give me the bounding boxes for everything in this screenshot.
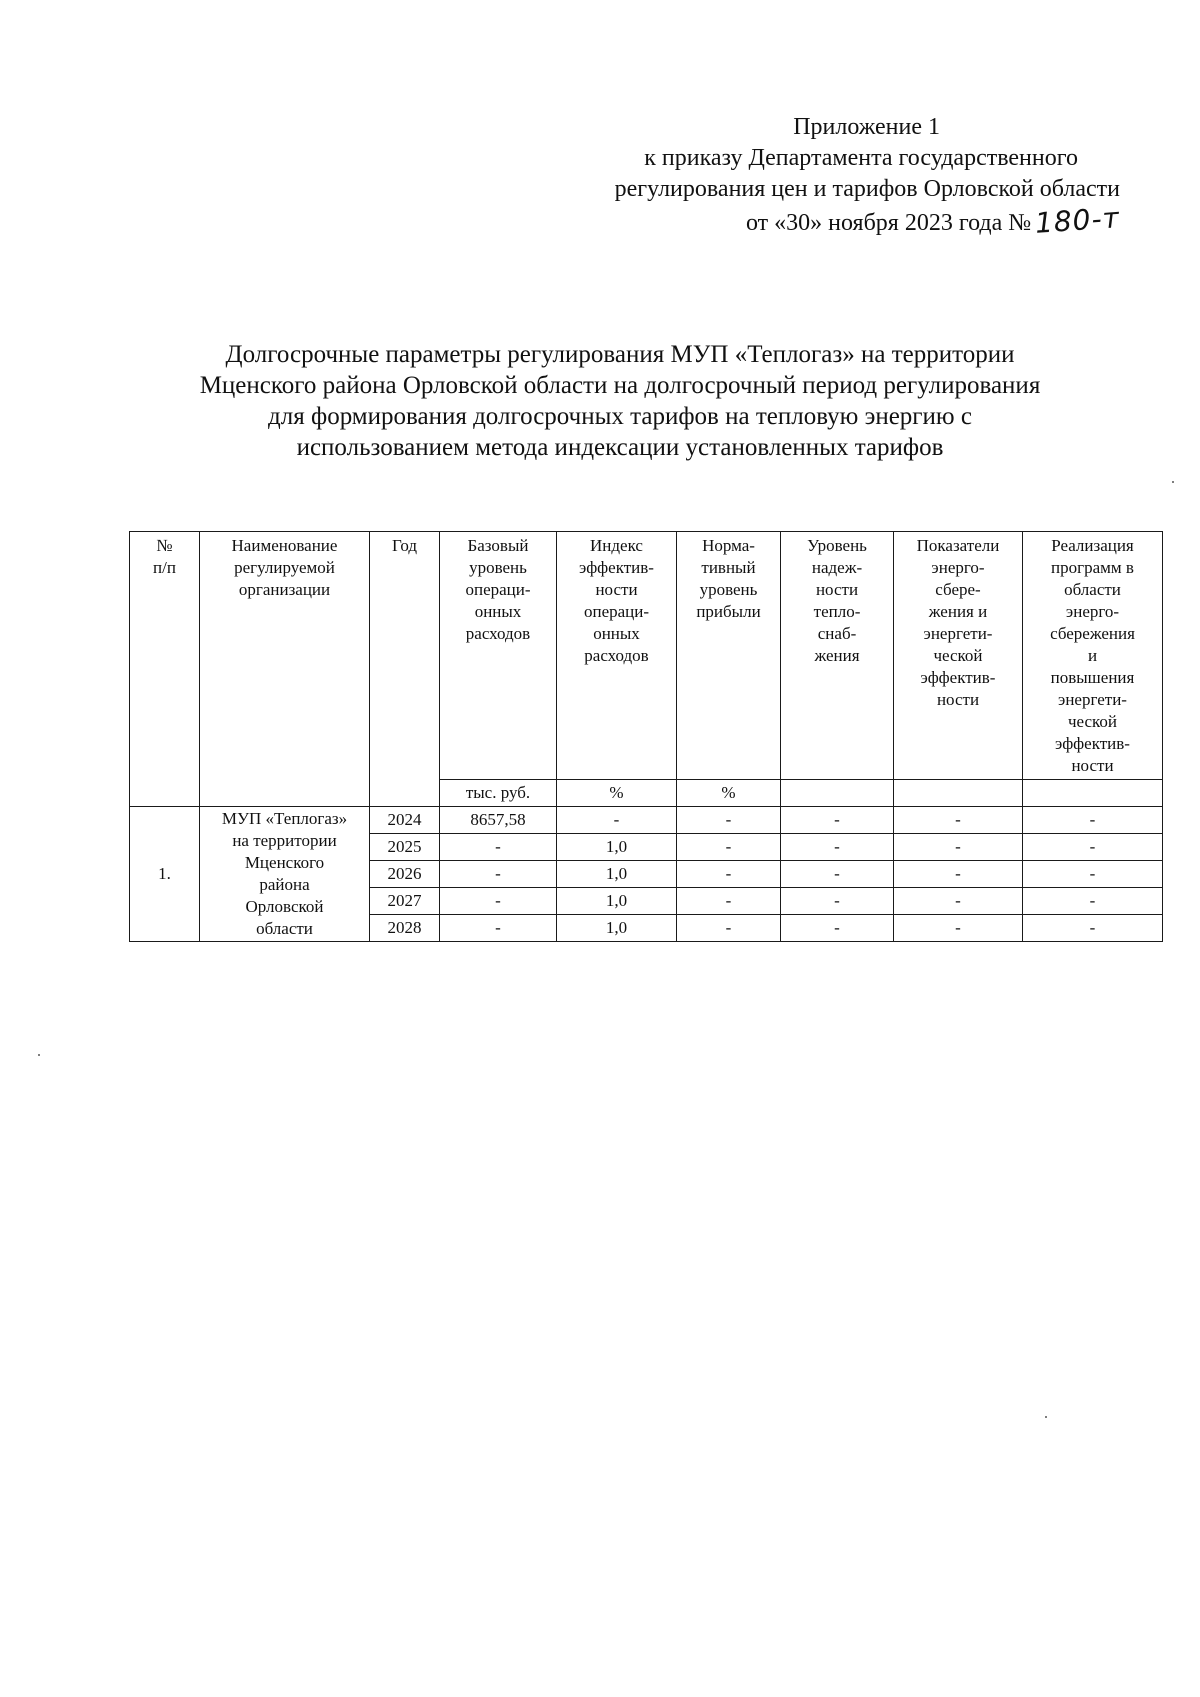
programs-cell: - — [1023, 834, 1163, 861]
col-header-base-cost — [440, 532, 557, 780]
header-line: организации — [238, 580, 331, 599]
org-line: Мценского — [244, 853, 325, 872]
header-line: Реализация — [1051, 536, 1134, 555]
header-line: Индекс — [590, 536, 643, 555]
programs-cell: - — [1023, 861, 1163, 888]
col-header-energy-saving — [894, 532, 1023, 780]
energy-saving-cell: - — [894, 888, 1023, 915]
profit-level-cell: - — [677, 861, 781, 888]
header-line: онных — [474, 602, 522, 621]
reliability-cell: - — [781, 915, 894, 942]
title-line-4: использованием метода индексации установленных тарифов — [296, 434, 944, 461]
col-header-reliability — [781, 532, 894, 780]
energy-saving-cell: - — [894, 834, 1023, 861]
header-line: энергети- — [1058, 690, 1127, 709]
row-number: 1. — [130, 807, 200, 942]
reliability-cell: - — [781, 861, 894, 888]
header-line: ческой — [1067, 712, 1118, 731]
year-cell: 2027 — [370, 888, 440, 915]
header-line: снаб- — [817, 624, 857, 643]
header-line: жения — [814, 646, 860, 665]
header-line: эффектив- — [920, 668, 996, 687]
header-line: энерго- — [931, 558, 985, 577]
energy-saving-cell: - — [894, 807, 1023, 834]
org-line: на территории — [232, 831, 337, 850]
header-line: Год — [392, 536, 417, 555]
header-line: тепло- — [813, 602, 861, 621]
scan-speck — [1045, 1416, 1047, 1418]
profit-level-cell: - — [677, 915, 781, 942]
header-line: повышения — [1050, 668, 1135, 687]
appendix-department: регулирования цен и тарифов Орловской области — [614, 176, 1120, 202]
col-header-number — [130, 532, 200, 807]
programs-cell: - — [1023, 888, 1163, 915]
efficiency-index-cell: 1,0 — [557, 834, 677, 861]
scan-speck — [1172, 481, 1174, 483]
header-line: Норма- — [702, 536, 755, 555]
header-line: операци- — [465, 580, 531, 599]
efficiency-index-cell: - — [557, 807, 677, 834]
year-cell: 2028 — [370, 915, 440, 942]
table-body — [130, 807, 1163, 942]
header-line: ности — [595, 580, 638, 599]
col-header-organization — [200, 532, 370, 807]
org-line: МУП «Теплогаз» — [221, 809, 348, 828]
org-line: района — [259, 875, 310, 894]
col-header-profit-level — [677, 532, 781, 780]
unit-reliability — [781, 780, 894, 807]
col-header-programs — [1023, 532, 1163, 780]
appendix-date-line — [420, 201, 1122, 240]
header-line: Уровень — [807, 536, 867, 555]
programs-cell: - — [1023, 807, 1163, 834]
reliability-cell: - — [781, 834, 894, 861]
base-cost-cell: 8657,58 — [440, 807, 557, 834]
document-title — [140, 339, 1100, 463]
year-cell: 2025 — [370, 834, 440, 861]
appendix-date: от «30» ноября 2023 года № — [745, 210, 1032, 236]
header-line: онных — [593, 624, 640, 643]
profit-level-cell: - — [677, 834, 781, 861]
header-line: ности — [936, 690, 980, 709]
header-line: надеж- — [811, 558, 863, 577]
parameters-table — [129, 531, 1163, 942]
col-header-year — [370, 532, 440, 807]
appendix-title: Приложение 1 — [793, 114, 940, 140]
header-line: энергети- — [923, 624, 993, 643]
header-line: Показатели — [916, 536, 1000, 555]
handwritten-order-number: 180-т — [1034, 201, 1122, 240]
header-line: ности — [1071, 756, 1114, 775]
base-cost-cell: - — [440, 861, 557, 888]
parameters-table-wrap — [129, 531, 1162, 942]
header-line: п/п — [153, 558, 176, 577]
scan-speck — [38, 1054, 40, 1056]
header-line: ческой — [933, 646, 983, 665]
org-line: Орловской — [245, 897, 324, 916]
header-line: ности — [815, 580, 859, 599]
year-cell: 2026 — [370, 861, 440, 888]
header-line: области — [1064, 580, 1121, 599]
header-line: регулируемой — [234, 558, 335, 577]
energy-saving-cell: - — [894, 861, 1023, 888]
unit-profit-level: % — [677, 780, 781, 807]
title-line-3: для формирования долгосрочных тарифов на тепловую энергию с — [268, 403, 972, 430]
header-line: операци- — [583, 602, 650, 621]
unit-programs — [1023, 780, 1163, 807]
appendix-block — [420, 112, 1120, 239]
efficiency-index-cell: 1,0 — [557, 915, 677, 942]
appendix-order-ref: к приказу Департамента государственного — [644, 145, 1078, 171]
org-line: области — [256, 919, 313, 938]
table-row — [130, 807, 1163, 834]
unit-energy-saving — [894, 780, 1023, 807]
header-line: эффектив- — [1055, 734, 1130, 753]
header-line: Наименование — [231, 536, 338, 555]
header-row — [130, 532, 1163, 780]
header-line: энерго- — [1065, 602, 1120, 621]
reliability-cell: - — [781, 888, 894, 915]
programs-cell: - — [1023, 915, 1163, 942]
organization-name — [200, 807, 370, 942]
header-line: Базовый — [467, 536, 529, 555]
profit-level-cell: - — [677, 807, 781, 834]
header-line: № — [156, 536, 173, 555]
header-line: уровень — [699, 580, 758, 599]
title-line-1: Долгосрочные параметры регулирования МУП «Теплогаз» на территории — [225, 341, 1015, 368]
header-line: сбережения — [1050, 624, 1135, 643]
col-header-efficiency-index — [557, 532, 677, 780]
header-line: тивный — [701, 558, 756, 577]
efficiency-index-cell: 1,0 — [557, 861, 677, 888]
efficiency-index-cell: 1,0 — [557, 888, 677, 915]
base-cost-cell: - — [440, 888, 557, 915]
title-line-2: Мценского района Орловской области на долгосрочный период регулирования — [199, 372, 1041, 399]
unit-efficiency-index: % — [557, 780, 677, 807]
year-cell: 2024 — [370, 807, 440, 834]
profit-level-cell: - — [677, 888, 781, 915]
base-cost-cell: - — [440, 915, 557, 942]
header-line: прибыли — [696, 602, 761, 621]
header-line: расходов — [584, 646, 649, 665]
header-line: программ в — [1051, 558, 1134, 577]
unit-base-cost: тыс. руб. — [440, 780, 557, 807]
header-line: сбере- — [935, 580, 981, 599]
header-line: эффектив- — [579, 558, 654, 577]
reliability-cell: - — [781, 807, 894, 834]
header-line: расходов — [465, 624, 531, 643]
energy-saving-cell: - — [894, 915, 1023, 942]
base-cost-cell: - — [440, 834, 557, 861]
header-line: жения и — [928, 602, 988, 621]
header-line: уровень — [469, 558, 527, 577]
header-line: и — [1087, 646, 1098, 665]
